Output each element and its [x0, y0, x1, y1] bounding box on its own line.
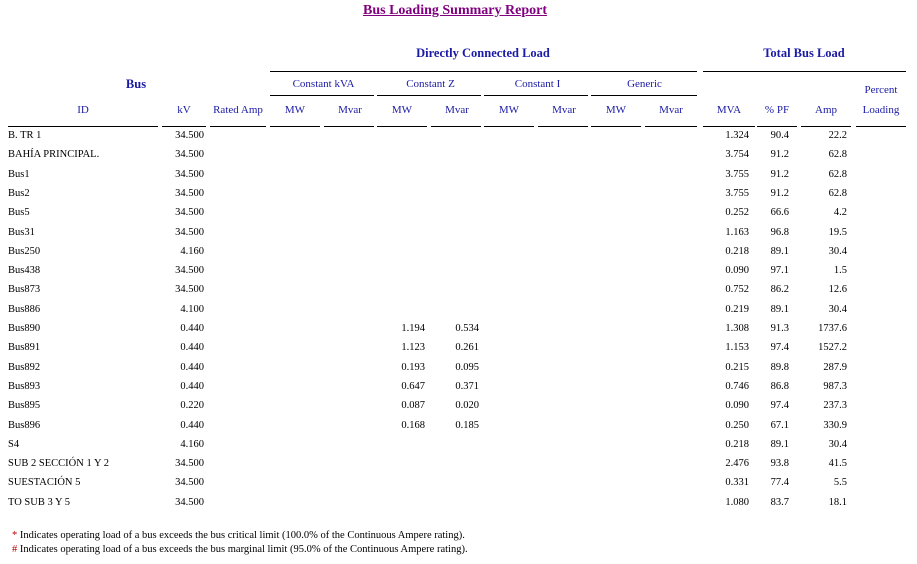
cell-id: SUESTACIÓN 5 — [8, 477, 81, 489]
cell-id: Bus438 — [8, 265, 41, 277]
cell-pf: 66.6 — [770, 207, 789, 219]
cell-pf: 97.1 — [770, 265, 789, 277]
cell-pf: 97.4 — [770, 400, 789, 412]
col-kva-mvar: Mvar — [338, 104, 362, 116]
cell-kv: 0.440 — [180, 380, 204, 392]
cell-mva: 0.331 — [725, 477, 749, 489]
directly-connected-load-header: Directly Connected Load — [416, 46, 550, 60]
cell-amp: 4.2 — [833, 207, 847, 219]
cell-z-mw: 1.123 — [401, 342, 425, 354]
cell-amp: 62.8 — [828, 168, 847, 180]
cell-pf: 77.4 — [770, 477, 789, 489]
cell-pf: 93.8 — [770, 458, 789, 470]
rule-kv — [162, 126, 206, 127]
cell-pf: 91.2 — [770, 149, 789, 161]
cell-z-mvar: 0.095 — [455, 361, 479, 373]
cell-mva: 0.752 — [725, 284, 749, 296]
cell-kv: 34.500 — [175, 168, 204, 180]
cell-kv: 34.500 — [175, 265, 204, 277]
cell-pf: 83.7 — [770, 496, 789, 508]
cell-id: Bus873 — [8, 284, 41, 296]
cell-kv: 0.440 — [180, 323, 204, 334]
cell-id: Bus250 — [8, 245, 41, 257]
col-pf: % PF — [764, 104, 790, 116]
col-gen-mw: MW — [605, 104, 627, 116]
col-mva: MVA — [716, 104, 742, 116]
constant-kva-rule — [270, 95, 374, 96]
note-marginal-mark: # — [12, 544, 18, 555]
cell-pf: 90.4 — [770, 130, 789, 141]
cell-kv: 34.500 — [175, 284, 204, 296]
rule-amp — [801, 126, 851, 127]
cell-id: B. TR 1 — [8, 130, 42, 141]
cell-z-mvar: 0.261 — [455, 342, 479, 354]
bus-header: Bus — [125, 77, 147, 91]
cell-kv: 34.500 — [175, 226, 204, 238]
cell-z-mvar: 0.371 — [455, 380, 479, 392]
cell-amp: 1737.6 — [818, 323, 847, 334]
cell-mva: 1.324 — [725, 130, 749, 141]
col-i-mvar: Mvar — [552, 104, 576, 116]
cell-amp: 237.3 — [823, 400, 847, 412]
rule-i-mw — [484, 126, 534, 127]
cell-kv: 4.160 — [180, 245, 204, 257]
cell-kv: 34.500 — [175, 496, 204, 508]
cell-id: TO SUB 3 Y 5 — [8, 496, 71, 508]
cell-amp: 62.8 — [828, 187, 847, 199]
rule-z-mw — [377, 126, 427, 127]
cell-kv: 4.160 — [180, 438, 204, 450]
cell-amp: 30.4 — [828, 245, 847, 257]
cell-id: Bus895 — [8, 400, 41, 412]
cell-amp: 41.5 — [828, 458, 847, 470]
cell-kv: 0.440 — [180, 361, 204, 373]
cell-id: Bus891 — [8, 342, 41, 354]
cell-kv: 0.440 — [180, 342, 204, 354]
cell-mva: 3.755 — [725, 187, 749, 199]
cell-kv: 0.220 — [180, 400, 204, 412]
cell-id: Bus890 — [8, 323, 41, 334]
cell-mva: 3.754 — [725, 149, 749, 161]
cell-amp: 19.5 — [828, 226, 847, 238]
col-id: ID — [77, 104, 89, 116]
rule-kva-mvar — [324, 126, 374, 127]
cell-amp: 22.2 — [828, 130, 847, 141]
total-bus-load-header: Total Bus Load — [763, 46, 845, 60]
rule-gen-mvar — [645, 126, 697, 127]
generic-header: Generic — [627, 78, 662, 90]
cell-z-mw: 0.193 — [401, 361, 425, 373]
col-amp: Amp — [815, 104, 837, 116]
percent-header: Percent — [864, 84, 898, 96]
cell-mva: 2.476 — [725, 458, 749, 470]
note-critical-mark: * — [12, 530, 18, 541]
cell-mva: 0.218 — [725, 245, 749, 257]
cell-pf: 91.3 — [770, 323, 789, 334]
constant-i-header: Constant I — [514, 78, 561, 90]
cell-pf: 89.1 — [770, 303, 789, 315]
col-loading: Loading — [862, 104, 900, 116]
cell-mva: 1.163 — [725, 226, 749, 238]
cell-mva: 0.218 — [725, 438, 749, 450]
cell-id: BAHÍA PRINCIPAL. — [8, 149, 100, 161]
rule-rated-amp — [210, 126, 266, 127]
cell-kv: 34.500 — [175, 477, 204, 489]
cell-kv: 34.500 — [175, 130, 204, 141]
cell-mva: 3.755 — [725, 168, 749, 180]
cell-amp: 1527.2 — [818, 342, 847, 354]
cell-kv: 34.500 — [175, 187, 204, 199]
cell-amp: 30.4 — [828, 438, 847, 450]
note-marginal-text: Indicates operating load of a bus exceeds the bus marginal limit (95.0% of the Continuous Ampere rating). — [17, 544, 468, 555]
cell-z-mvar: 0.185 — [455, 419, 479, 431]
cell-mva: 0.090 — [725, 265, 749, 277]
note-marginal — [12, 544, 468, 555]
note-critical — [12, 530, 465, 541]
cell-amp: 12.6 — [828, 284, 847, 296]
cell-id: Bus896 — [8, 419, 41, 431]
cell-kv: 4.100 — [180, 303, 204, 315]
rule-mva — [703, 126, 755, 127]
constant-z-header: Constant Z — [406, 78, 455, 90]
cell-pf: 91.2 — [770, 168, 789, 180]
rule-z-mvar — [431, 126, 481, 127]
cell-mva: 0.090 — [725, 400, 749, 412]
cell-id: Bus2 — [8, 187, 30, 199]
rule-kva-mw — [270, 126, 320, 127]
cell-z-mw: 1.194 — [401, 323, 425, 334]
cell-z-mvar: 0.534 — [455, 323, 479, 334]
cell-id: Bus1 — [8, 168, 30, 180]
note-critical-text: Indicates operating load of a bus exceeds the bus critical limit (100.0% of the Continuous Ampere rating). — [17, 530, 465, 541]
constant-i-rule — [484, 95, 588, 96]
col-z-mvar: Mvar — [445, 104, 469, 116]
cell-mva: 1.153 — [725, 342, 749, 354]
cell-amp: 987.3 — [823, 380, 847, 392]
cell-mva: 0.746 — [725, 380, 749, 392]
cell-mva: 0.250 — [725, 419, 749, 431]
col-i-mw: MW — [498, 104, 520, 116]
cell-amp: 1.5 — [833, 265, 847, 277]
cell-mva: 1.308 — [725, 323, 749, 334]
rule-loading — [856, 126, 906, 127]
cell-pf: 86.2 — [770, 284, 789, 296]
rule-gen-mw — [591, 126, 641, 127]
cell-amp: 330.9 — [823, 419, 847, 431]
constant-z-rule — [377, 95, 481, 96]
cell-id: Bus5 — [8, 207, 30, 219]
rule-id — [8, 126, 158, 127]
col-rated-amp: Rated Amp — [213, 104, 263, 116]
cell-z-mw: 0.168 — [401, 419, 425, 431]
cell-pf: 89.1 — [770, 438, 789, 450]
cell-pf: 89.1 — [770, 245, 789, 257]
col-z-mw: MW — [391, 104, 413, 116]
col-gen-mvar: Mvar — [659, 104, 683, 116]
cell-kv: 34.500 — [175, 149, 204, 161]
cell-kv: 34.500 — [175, 458, 204, 470]
cell-amp: 287.9 — [823, 361, 847, 373]
cell-pf: 96.8 — [770, 226, 789, 238]
cell-pf: 89.8 — [770, 361, 789, 373]
cell-id: S4 — [8, 438, 20, 450]
rule-pf — [757, 126, 797, 127]
col-kv: kV — [177, 104, 191, 116]
cell-z-mw: 0.087 — [401, 400, 425, 412]
cell-mva: 0.215 — [725, 361, 749, 373]
cell-pf: 91.2 — [770, 187, 789, 199]
cell-amp: 18.1 — [828, 496, 847, 508]
cell-mva: 1.080 — [725, 496, 749, 508]
cell-z-mw: 0.647 — [401, 380, 425, 392]
cell-pf: 67.1 — [770, 419, 789, 431]
cell-id: Bus892 — [8, 361, 41, 373]
constant-kva-header: Constant kVA — [292, 78, 355, 90]
cell-mva: 0.252 — [725, 207, 749, 219]
directly-connected-rule — [270, 71, 697, 72]
cell-mva: 0.219 — [725, 303, 749, 315]
col-kva-mw: MW — [284, 104, 306, 116]
generic-rule — [591, 95, 697, 96]
cell-amp: 5.5 — [833, 477, 847, 489]
cell-id: Bus31 — [8, 226, 35, 238]
cell-kv: 0.440 — [180, 419, 204, 431]
rule-i-mvar — [538, 126, 588, 127]
cell-id: Bus893 — [8, 380, 41, 392]
report-title: Bus Loading Summary Report — [363, 3, 547, 18]
cell-z-mvar: 0.020 — [455, 400, 479, 412]
cell-pf: 97.4 — [770, 342, 789, 354]
total-bus-load-rule — [703, 71, 906, 72]
cell-pf: 86.8 — [770, 380, 789, 392]
cell-amp: 62.8 — [828, 149, 847, 161]
cell-amp: 30.4 — [828, 303, 847, 315]
cell-id: SUB 2 SECCIÓN 1 Y 2 — [8, 458, 110, 470]
cell-kv: 34.500 — [175, 207, 204, 219]
cell-id: Bus886 — [8, 303, 41, 315]
